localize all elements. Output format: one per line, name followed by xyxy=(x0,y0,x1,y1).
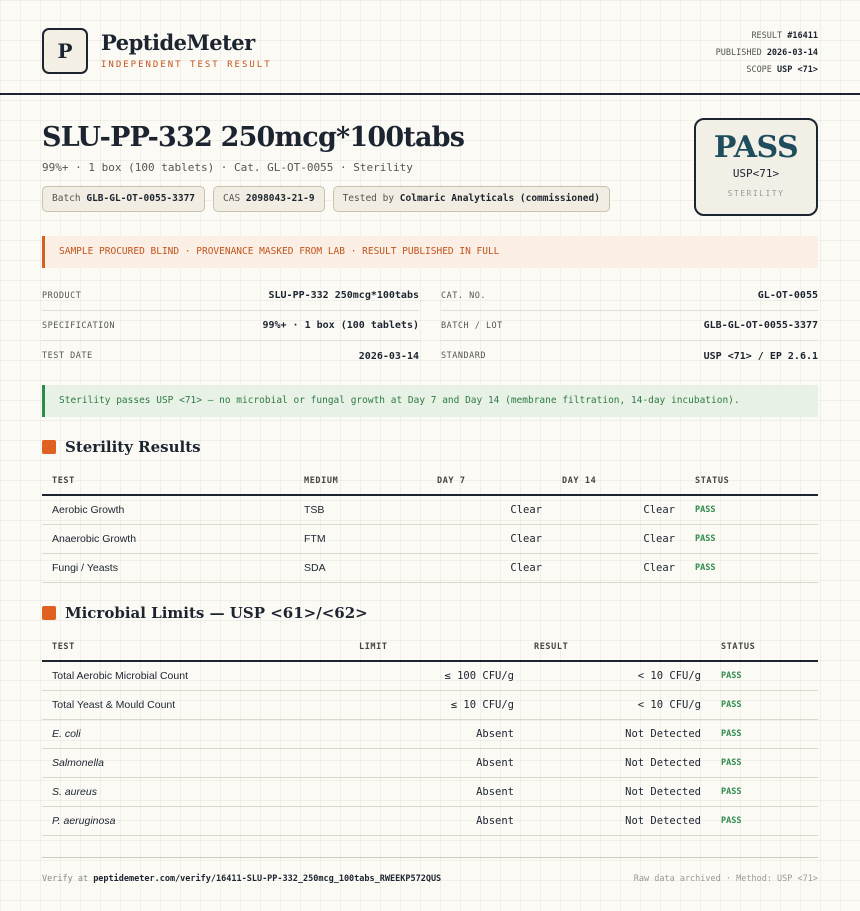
cell-medium: SDA xyxy=(294,553,427,582)
cell-day7: Clear xyxy=(427,524,552,553)
cas-chip-value: 2098043-21-9 xyxy=(245,193,315,204)
col-header: TEST xyxy=(42,633,349,661)
chip-row xyxy=(42,186,610,212)
info-value: 99%+ · 1 box (100 tablets) xyxy=(262,320,419,331)
info-row xyxy=(42,311,419,341)
col-header: STATUS xyxy=(711,633,818,661)
table-row xyxy=(42,806,818,835)
verdict-scope: STERILITY xyxy=(727,189,785,198)
section-marker-icon xyxy=(42,606,56,620)
table-row xyxy=(42,524,818,553)
footer-divider xyxy=(42,857,818,858)
cell-day7: Clear xyxy=(427,495,552,524)
verdict-standard: USP<71> xyxy=(732,167,780,180)
meta-result-label: RESULT xyxy=(751,31,783,41)
batch-chip-value: GLB-GL-OT-0055-3377 xyxy=(86,193,196,204)
meta-result xyxy=(716,28,818,45)
col-header: TEST xyxy=(42,467,294,495)
cell-result: < 10 CFU/g xyxy=(524,690,711,719)
info-label: TEST DATE xyxy=(42,351,93,361)
info-value: SLU-PP-332 250mcg*100tabs xyxy=(268,290,419,301)
cell-limit: ≤ 10 CFU/g xyxy=(349,690,524,719)
cas-chip xyxy=(213,186,325,212)
meta-published-value: 2026-03-14 xyxy=(766,48,818,58)
meta-published xyxy=(716,45,818,62)
info-value: USP <71> / EP 2.6.1 xyxy=(703,350,818,362)
cell-test: Total Aerobic Microbial Count xyxy=(42,661,349,690)
table-row xyxy=(42,690,818,719)
info-label: SPECIFICATION xyxy=(42,320,116,331)
info-right xyxy=(441,281,818,371)
cell-day14: Clear xyxy=(552,495,685,524)
microbial-section-header xyxy=(42,604,368,622)
cas-chip-label: CAS xyxy=(223,193,241,204)
cell-test: Salmonella xyxy=(42,748,349,777)
info-row xyxy=(42,341,419,371)
status-badge: PASS xyxy=(685,524,818,553)
status-badge: PASS xyxy=(711,690,818,719)
col-header: RESULT xyxy=(524,633,711,661)
lab-chip-label: Tested by xyxy=(342,193,395,204)
col-header: DAY 14 xyxy=(552,467,685,495)
cell-medium: FTM xyxy=(294,524,427,553)
cell-limit: Absent xyxy=(349,806,524,835)
cell-result: Not Detected xyxy=(524,748,711,777)
header-divider xyxy=(0,93,860,95)
cell-result: Not Detected xyxy=(524,806,711,835)
cell-medium: TSB xyxy=(294,495,427,524)
cell-result: Not Detected xyxy=(524,777,711,806)
info-label: BATCH / LOT xyxy=(441,320,503,331)
col-header: MEDIUM xyxy=(294,467,427,495)
table-header-row xyxy=(42,633,818,661)
verify-line xyxy=(42,874,441,884)
info-value: 2026-03-14 xyxy=(358,350,419,362)
verify-prefix: Verify at xyxy=(42,874,89,884)
verify-link[interactable]: peptidemeter.com/verify/16411-SLU-PP-332_250mcg_100tabs_RWEEKP572QUS xyxy=(93,874,442,884)
lab-chip xyxy=(333,186,610,212)
meta-scope xyxy=(716,62,818,79)
table-row xyxy=(42,553,818,582)
table-row xyxy=(42,777,818,806)
meta-result-value: #16411 xyxy=(787,31,818,41)
report-meta xyxy=(716,28,818,79)
cell-test: E. coli xyxy=(42,719,349,748)
info-label: CAT. NO. xyxy=(441,290,486,301)
meta-published-label: PUBLISHED xyxy=(715,48,762,58)
microbial-section-title: Microbial Limits — USP <61>/<62> xyxy=(65,604,368,622)
cell-test: Anaerobic Growth xyxy=(42,524,294,553)
cell-day14: Clear xyxy=(552,553,685,582)
status-badge: PASS xyxy=(685,495,818,524)
table-header-row xyxy=(42,467,818,495)
brand-tagline: INDEPENDENT TEST RESULT xyxy=(101,60,272,70)
cell-day7: Clear xyxy=(427,553,552,582)
cell-limit: Absent xyxy=(349,719,524,748)
status-badge: PASS xyxy=(711,719,818,748)
info-label: PRODUCT xyxy=(42,290,82,301)
col-header: LIMIT xyxy=(349,633,524,661)
batch-chip xyxy=(42,186,205,212)
meta-scope-value: USP <71> xyxy=(777,65,818,75)
status-badge: PASS xyxy=(685,553,818,582)
logo: P xyxy=(42,28,88,74)
brand-name[interactable]: PeptideMeter xyxy=(101,30,255,55)
status-badge: PASS xyxy=(711,777,818,806)
verdict-card xyxy=(694,118,818,216)
info-row xyxy=(42,281,419,311)
col-header: STATUS xyxy=(685,467,818,495)
cell-test: S. aureus xyxy=(42,777,349,806)
cell-result: Not Detected xyxy=(524,719,711,748)
info-row xyxy=(441,341,818,371)
page-title: SLU-PP-332 250mcg*100tabs xyxy=(42,122,465,153)
info-row xyxy=(441,311,818,341)
status-badge: PASS xyxy=(711,806,818,835)
info-label: STANDARD xyxy=(441,351,486,361)
meta-scope-label: SCOPE xyxy=(746,65,772,75)
status-badge: PASS xyxy=(711,661,818,690)
cell-result: < 10 CFU/g xyxy=(524,661,711,690)
cell-test: P. aeruginosa xyxy=(42,806,349,835)
provenance-banner: SAMPLE PROCURED BLIND · PROVENANCE MASKED FROM LAB · RESULT PUBLISHED IN FULL xyxy=(42,236,818,268)
info-value: GL-OT-0055 xyxy=(757,290,818,301)
info-value: GLB-GL-OT-0055-3377 xyxy=(703,320,818,331)
table-row xyxy=(42,661,818,690)
section-marker-icon xyxy=(42,440,56,454)
cell-test: Total Yeast & Mould Count xyxy=(42,690,349,719)
sterility-section-title: Sterility Results xyxy=(65,438,201,456)
table-row xyxy=(42,495,818,524)
table-row xyxy=(42,719,818,748)
cell-limit: ≤ 100 CFU/g xyxy=(349,661,524,690)
table-row xyxy=(42,748,818,777)
cell-test: Aerobic Growth xyxy=(42,495,294,524)
info-row xyxy=(441,281,818,311)
status-badge: PASS xyxy=(711,748,818,777)
microbial-table xyxy=(42,633,818,836)
footer-note: Raw data archived · Method: USP <71> xyxy=(633,874,818,884)
batch-chip-label: Batch xyxy=(52,193,81,204)
product-subtitle: 99%+ · 1 box (100 tablets) · Cat. GL-OT-0055 · Sterility xyxy=(42,161,413,174)
cell-limit: Absent xyxy=(349,748,524,777)
verdict-result: PASS xyxy=(713,130,799,165)
col-header: DAY 7 xyxy=(427,467,552,495)
cell-day14: Clear xyxy=(552,524,685,553)
cell-test: Fungi / Yeasts xyxy=(42,553,294,582)
sterility-table xyxy=(42,467,818,583)
info-left xyxy=(42,281,419,371)
summary-banner: Sterility passes USP <71> — no microbial or fungal growth at Day 7 and Day 14 (membrane filtration, 14-day incubation). xyxy=(42,385,818,417)
lab-chip-value: Colmaric Analyticals (commissioned) xyxy=(399,193,600,204)
cell-limit: Absent xyxy=(349,777,524,806)
sterility-section-header xyxy=(42,438,201,456)
